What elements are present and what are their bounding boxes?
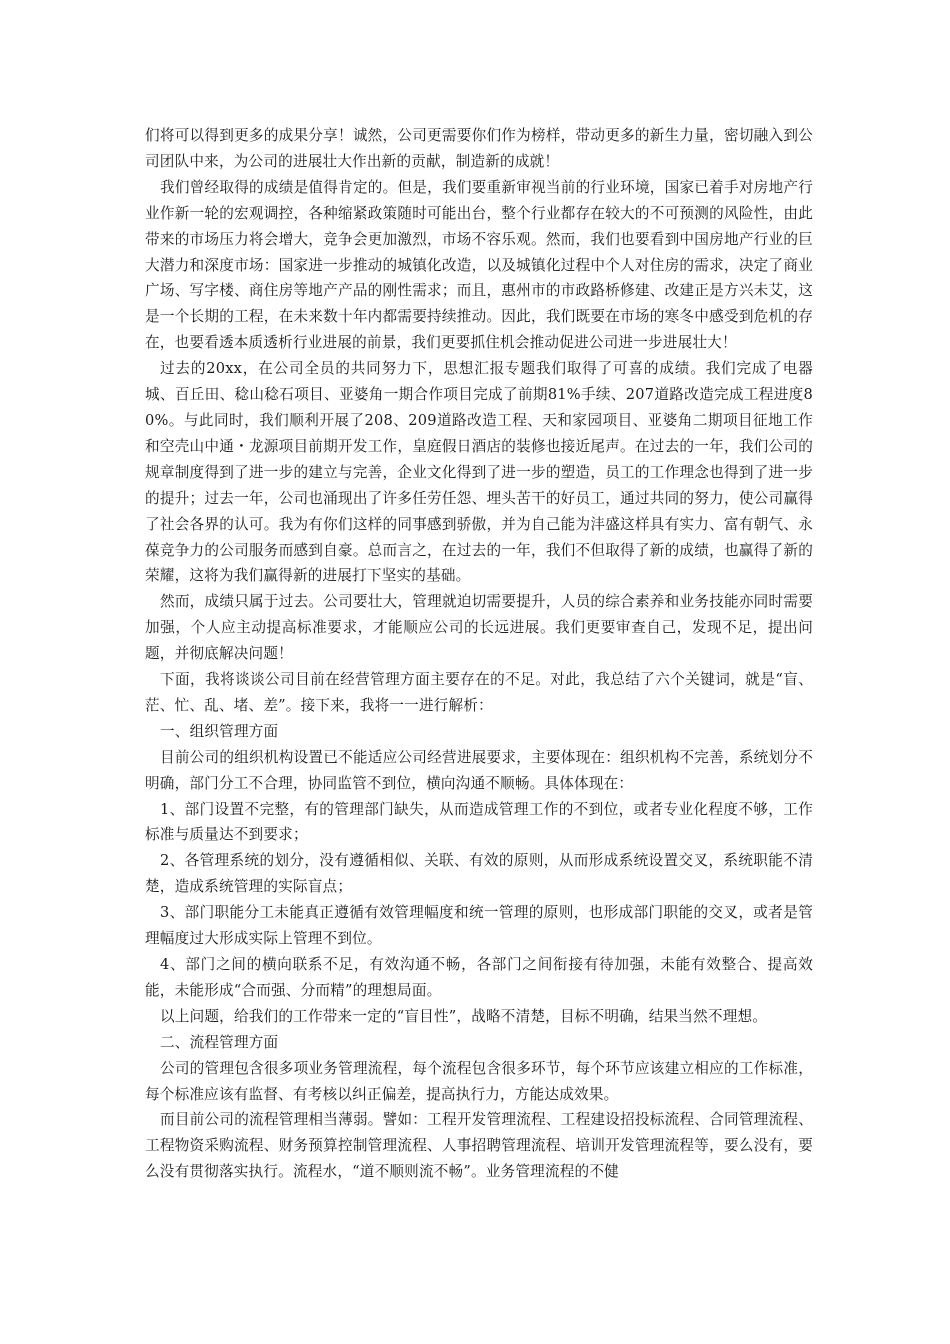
section-heading-organization: 一、组织管理方面 (160, 722, 279, 740)
paragraph-organization-summary: 以上问题，给我们的工作带来一定的“盲目性”，战略不清楚，目标不明确，结果当然不理想。 (160, 1007, 768, 1025)
paragraph-continuation: 们将可以得到更多的成果分享！诚然，公司更需要你们作为榜样，带动更多的新生力量，密切融入到公司团队中来，为公司的进展壮大作出新的贡献，制造新的成就！ (145, 127, 813, 170)
list-item-4: 4、部门之间的横向联系不足，有效沟通不畅，各部门之间衔接有待加强，未能有效整合、提高效能，未能形成“合而强、分而精”的理想局面。 (145, 956, 813, 999)
paragraph-six-keywords: 下面，我将谈谈公司目前在经营管理方面主要存在的不足。对此，我总结了六个关键词，就是“盲、茫、忙、乱、堵、差”。接下来，我将一一进行解析： (145, 671, 813, 714)
paragraph-process-weakness: 而目前公司的流程管理相当薄弱。譬如：工程开发管理流程、工程建设招投标流程、合同管理流程、工程物资采购流程、财务预算控制管理流程、人事招聘管理流程、培训开发管理流程等，要么没有，要么没有贯彻落实执行。流程水，“道不顺则流不畅”。业务管理流程的不健 (145, 1111, 813, 1181)
paragraph-organization-overview: 目前公司的组织机构设置已不能适应公司经营进展要求，主要体现在：组织机构不完善，系统划分不明确，部门分工不合理，协同监管不到位，横向沟通不顺畅。具体体现在： (145, 748, 813, 792)
paragraph-process-overview: 公司的管理包含很多项业务管理流程，每个流程包含很多环节，每个环节应该建立相应的工作标准，每个标准应该有监督、有考核以纠正偏差，提高执行力，方能达成效果。 (145, 1059, 813, 1103)
list-item-2: 2、各管理系统的划分，没有遵循相似、关联、有效的原则，从而形成系统设置交叉，系统职能不清楚，造成系统管理的实际盲点； (145, 852, 813, 896)
list-item-1: 1、部门设置不完整，有的管理部门缺失，从而造成管理工作的不到位，或者专业化程度不够，工作标准与质量达不到要求； (145, 800, 813, 844)
paragraph-past-achievements: 过去的20xx，在公司全员的共同努力下，思想汇报专题我们取得了可喜的成绩。我们完成了电器城、百丘田、稔山稔石项目、亚婆角一期合作项目完成了前期81%手续、207道路改造完成工程进度80%。与此同时，我们顺利开展了208、209道路改造工程、天和家园项目、亚婆角二期项目征地工作和空壳山中通・龙源项目前期开发工作，皇庭假日酒店的装修也接近尾声。在过去的一年，我们公司的规章制度得到了进一步的建立与完善，企业文化得到了进一步的塑造，员工的工作理念也得到了进一步的提升；过去一年，公司也涌现出了许多任劳任怨、埋头苦干的好员工，通过共同的努力，使公司赢得了社会各界的认可。我为有你们这样的同事感到骄傲，并为自己能为沣盛这样具有实力、富有朝气、永葆竞争力的公司服务而感到自豪。总而言之，在过去的一年，我们不但取得了新的成绩，也赢得了新的荣耀，这将为我们赢得新的进展打下坚实的基础。 (145, 360, 813, 585)
section-heading-process: 二、流程管理方面 (160, 1033, 279, 1051)
list-item-3: 3、部门职能分工未能真正遵循有效管理幅度和统一管理的原则，也形成部门职能的交叉，或者是管理幅度过大形成实际上管理不到位。 (145, 904, 813, 948)
paragraph-industry-environment: 我们曾经取得的成绩是值得肯定的。但是，我们要重新审视当前的行业环境，国家已着手对房地产行业作新一轮的宏观调控，各种缩紧政策随时可能出台，整个行业都存在较大的不可预测的风险性，由此带来的市场压力将会增大，竞争会更加激烈，市场不容乐观。然而，我们也要看到中国房地产行业的巨大潜力和深度市场：国家进一步推动的城镇化改造，以及城镇化过程中个人对住房的需求，决定了商业广场、写字楼、商住房等地产产品的刚性需求；而且，惠州市的市政路桥修建、改建正是方兴未艾，这是一个长期的工程，在未来数十年内都需要持续推动。因此，我们既要在市场的寒冬中感受到危机的存在，也要看透本质透析行业进展的前景，我们更要抓住机会推动促进公司进一步进展壮大！ (145, 178, 813, 352)
document-body (145, 123, 813, 1185)
paragraph-management-improvement: 然而，成绩只属于过去。公司要壮大，管理就迫切需要提升，人员的综合素养和业务技能亦同时需要加强，个人应主动提高标准要求，才能顺应公司的长远进展。我们更要审查自己，发现不足，提出问题，并彻底解决问题！ (145, 593, 813, 663)
